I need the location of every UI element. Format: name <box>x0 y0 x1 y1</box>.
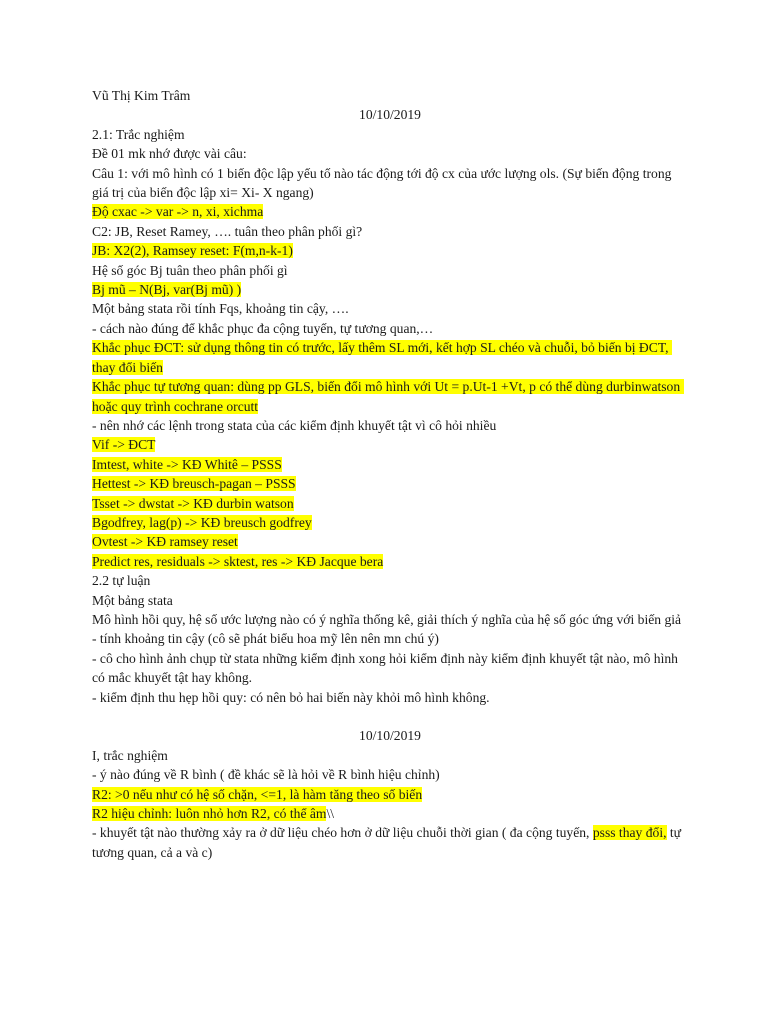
highlighted-text: Imtest, white -> KĐ Whitê – PSSS <box>92 456 282 472</box>
line-text: Mô hình hồi quy, hệ số ước lượng nào có ý nghĩa thống kê, giải thích ý nghĩa của hệ số góc ứng với biến giả <box>92 611 682 627</box>
highlighted-text: R2 hiệu chỉnh: luôn nhỏ hơn R2, có thể âm <box>92 806 327 822</box>
highlighted-text: Vif -> ĐCT <box>92 437 156 453</box>
text-line <box>92 532 688 551</box>
line-text: tự tương quan, cả a và c) <box>92 825 685 860</box>
line-text: Một bảng stata <box>92 592 173 608</box>
line-text: - kiểm định thu hẹp hồi quy: có nên bỏ hai biến này khỏi mô hình không. <box>92 689 490 705</box>
line-text: - ý nào đúng về R bình ( đề khác sẽ là hỏi về R bình hiệu chỉnh) <box>92 767 440 783</box>
text-line <box>92 280 688 299</box>
notes-section-1 <box>92 125 688 707</box>
line-text: C2: JB, Reset Ramey, …. tuân theo phân phối gì? <box>92 223 363 239</box>
highlighted-text: Bgodfrey, lag(p) -> KĐ breusch godfrey <box>92 514 312 530</box>
highlighted-text: Tsset -> dwstat -> KĐ durbin watson <box>92 495 294 511</box>
highlighted-text: Bj mũ – N(Bj, var(Bj mũ) ) <box>92 282 242 298</box>
highlighted-text: Khắc phục tự tương quan: dùng pp GLS, biến đổi mô hình với Ut = p.Ut-1 +Vt, p có thể dùng durbinwatson hoặc quy trình cochrane orcutt <box>92 379 684 414</box>
text-line <box>92 455 688 474</box>
highlighted-text: Ovtest -> KĐ ramsey reset <box>92 534 238 550</box>
author-name: Vũ Thị Kim Trâm <box>92 88 191 103</box>
text-line <box>92 299 688 318</box>
highlighted-text: JB: X2(2), Ramsey reset: F(m,n-k-1) <box>92 243 293 259</box>
line-text: 2.1: Trắc nghiệm <box>92 126 185 142</box>
text-line <box>92 571 688 590</box>
text-line <box>92 261 688 280</box>
highlighted-text: Khắc phục ĐCT: sử dụng thông tin có trước, lấy thêm SL mới, kết hợp SL chéo và chuỗi, bỏ biến bị ĐCT, thay đổi biến <box>92 340 672 375</box>
text-line <box>92 629 688 648</box>
text-line <box>92 591 688 610</box>
line-text: Một bảng stata rồi tính Fqs, khoảng tin cậy, …. <box>92 301 349 317</box>
text-line <box>92 144 688 163</box>
highlighted-text: Hettest -> KĐ breusch-pagan – PSSS <box>92 476 296 492</box>
notes-section-2 <box>92 746 688 862</box>
text-line <box>92 222 688 241</box>
date-heading: 10/10/2019 <box>359 107 421 123</box>
text-line <box>92 513 688 532</box>
line-text: I, trắc nghiệm <box>92 747 168 763</box>
text-line <box>92 552 688 571</box>
date-heading: 10/10/2019 <box>359 728 421 744</box>
line-text: \\ <box>326 806 335 822</box>
highlighted-text: Predict res, residuals -> sktest, res -> KĐ Jacque bera <box>92 553 384 569</box>
text-line <box>92 688 688 707</box>
text-line <box>92 494 688 513</box>
text-line <box>92 202 688 221</box>
text-line <box>92 804 688 823</box>
text-line <box>92 474 688 493</box>
text-line <box>92 649 688 688</box>
text-line <box>92 765 688 784</box>
line-text: - nên nhớ các lệnh trong stata của các kiểm định khuyết tật vì cô hỏi nhiều <box>92 417 497 433</box>
document-body <box>92 86 688 862</box>
text-line <box>92 746 688 765</box>
text-line <box>92 241 688 260</box>
text-line <box>92 125 688 144</box>
text-line <box>92 377 688 416</box>
text-line <box>92 416 688 435</box>
text-line <box>92 319 688 338</box>
line-text: 2.2 tự luận <box>92 573 151 589</box>
line-text: - tính khoảng tin cậy (cô sẽ phát biểu hoa mỹ lên nên mn chú ý) <box>92 631 439 647</box>
text-line <box>92 785 688 804</box>
highlighted-text: Độ cxac -> var -> n, xi, xichma <box>92 204 264 220</box>
text-line <box>92 435 688 454</box>
highlighted-text: R2: >0 nếu như có hệ số chặn, <=1, là hàm tăng theo số biến <box>92 786 423 802</box>
line-text: Hệ số góc Bj tuân theo phân phối gì <box>92 262 288 278</box>
line-text: - cô cho hình ảnh chụp từ stata những kiểm định xong hỏi kiểm định này kiểm định khuyết tật nào, mô hình có mắc khuyết tật hay không. <box>92 650 682 686</box>
text-line <box>92 164 688 203</box>
highlighted-text: psss thay đổi, <box>592 825 667 841</box>
line-text: Câu 1: với mô hình có 1 biến độc lập yếu tố nào tác động tới độ cx của ước lượng ols. (Sự biến động trong giá trị của biến độc lập xi= Xi- X ngang) <box>92 165 675 201</box>
text-line <box>92 823 688 862</box>
text-line <box>92 610 688 629</box>
spacer <box>92 707 688 726</box>
line-text: - cách nào đúng để khắc phục đa cộng tuyến, tự tương quan,… <box>92 320 434 336</box>
text-line <box>92 338 688 377</box>
line-text: Đề 01 mk nhớ được vài câu: <box>92 146 247 162</box>
line-text: - khuyết tật nào thường xảy ra ở dữ liệu chéo hơn ở dữ liệu chuỗi thời gian ( đa cộng tuyến, <box>92 825 593 841</box>
